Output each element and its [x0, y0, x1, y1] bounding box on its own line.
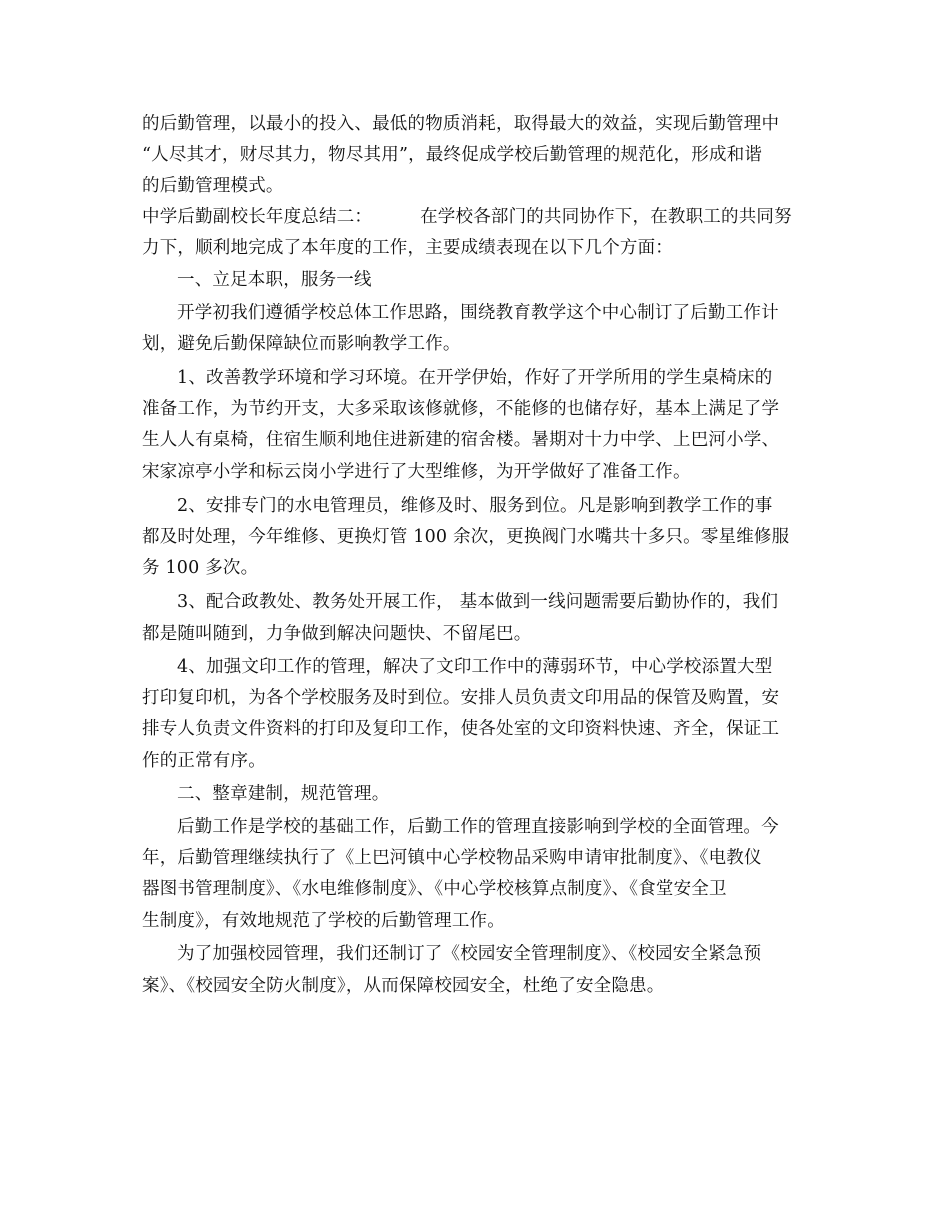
paragraph-line: 打印复印机，为各个学校服务及时到位。安排人员负责文印用品的保管及购置，安 — [142, 688, 780, 708]
paragraph-line: 生制度》，有效地规范了学校的后勤管理工作。 — [142, 911, 505, 931]
paragraph-line: 后勤工作是学校的基础工作，后勤工作的管理直接影响到学校的全面管理。今 — [177, 817, 779, 837]
paragraph-line: 为了加强校园管理，我们还制订了《校园安全管理制度》、《校园安全紧急预 — [177, 944, 762, 964]
paragraph-line: “人尽其才，财尽其力，物尽其用”，最终促成学校后勤管理的规范化，形成和谐 — [142, 145, 763, 165]
paragraph-line: 的后勤管理，以最小的投入、最低的物质消耗，取得最大的效益，实现后勤管理中 — [142, 114, 780, 134]
paragraph-line: 排专人负责文件资料的打印及复印工作，使各处室的文印资料快速、齐全，保证工 — [142, 719, 780, 739]
paragraph-line: 都及时处理，今年维修、更换灯管 100 余次，更换阀门水嘴共十多只。零星维修服 — [142, 527, 790, 547]
paragraph-line: 器图书管理制度》、《水电维修制度》、《中心学校核算点制度》、《食堂安全卫 — [142, 879, 727, 899]
paragraph-line: 准备工作，为节约开支，大多采取该修就修，不能修的也储存好，基本上满足了学 — [142, 399, 780, 419]
paragraph-line: 3、配合政教处、教务处开展工作， 基本做到一线问题需要后勤协作的，我们 — [177, 592, 779, 612]
paragraph-line: 开学初我们遵循学校总体工作思路，围绕教育教学这个中心制订了后勤工作计 — [177, 303, 779, 323]
paragraph-line: 划，避免后勤保障缺位而影响教学工作。 — [142, 334, 461, 354]
paragraph-line: 4、加强文印工作的管理，解决了文印工作中的薄弱环节，中心学校添置大型 — [177, 657, 773, 677]
paragraph-line: 力下，顺利地完成了本年度的工作，主要成绩表现在以下几个方面： — [142, 238, 673, 258]
paragraph-line: 2、安排专门的水电管理员，维修及时、服务到位。凡是影响到教学工作的事 — [177, 496, 773, 516]
paragraph-line: 案》、《校园安全防火制度》，从而保障校园安全，杜绝了安全隐患。 — [142, 976, 665, 996]
paragraph-line: 的后勤管理模式。 — [142, 176, 284, 196]
paragraph-line: 务 100 多次。 — [142, 558, 259, 578]
paragraph-line: 1、改善教学环境和学习环境。在开学伊始，作好了开学所用的学生桌椅床的 — [177, 368, 773, 388]
paragraph-line: 生人人有桌椅，住宿生顺利地住进新建的宿舍楼。暑期对十力中学、上巴河小学、 — [142, 430, 780, 450]
section-heading-line — [142, 206, 792, 228]
paragraph-line: 宋家凉亭小学和标云岗小学进行了大型维修，为开学做好了准备工作。 — [142, 462, 691, 482]
paragraph-line: 都是随叫随到，力争做到解决问题快、不留尾巴。 — [142, 624, 532, 644]
section-title: 一、立足本职，服务一线 — [177, 270, 372, 290]
paragraph-line: 在学校各部门的共同协作下，在教职工的共同努 — [420, 207, 792, 227]
paragraph-line: 作的正常有序。 — [142, 751, 266, 771]
section-heading: 中学后勤副校长年度总结二： — [142, 207, 373, 227]
section-title: 二、整章建制，规范管理。 — [177, 784, 390, 804]
paragraph-line: 年，后勤管理继续执行了《上巴河镇中心学校物品采购申请审批制度》、《电教仪 — [142, 848, 762, 868]
